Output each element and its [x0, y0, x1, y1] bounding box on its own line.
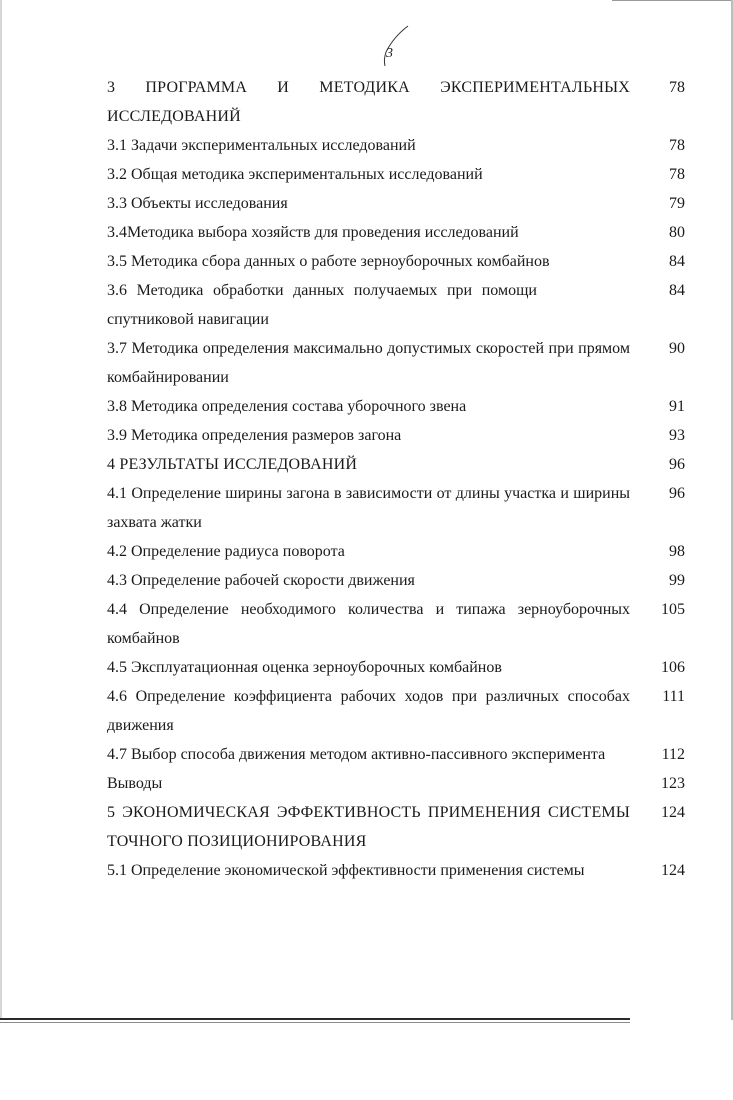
toc-entry-title: 3.4Методика выбора хозяйств для проведения исследований [107, 224, 519, 241]
toc-entry-page: 99 [669, 572, 685, 589]
toc-entry-title: 3.1 Задачи экспериментальных исследований [107, 137, 416, 154]
toc-entry-page: 106 [661, 659, 685, 676]
toc-entry-title: 3.8 Методика определения состава уборочного звена [107, 398, 467, 415]
toc-entry-title: 3.9 Методика определения размеров загона [107, 427, 402, 444]
toc-entry-page: 79 [669, 195, 685, 212]
toc-entry [107, 131, 687, 160]
toc-entry-page: 80 [669, 224, 685, 241]
toc-entry-page: 78 [669, 166, 685, 183]
toc-entry [107, 189, 687, 218]
toc-entry-page: 90 [669, 340, 685, 357]
toc-entry [107, 334, 687, 392]
toc-entry-title: 4.5 Эксплуатационная оценка зерноуборочных комбайнов [107, 659, 502, 676]
toc-entry-page: 93 [669, 427, 685, 444]
toc-entry [107, 218, 687, 247]
toc-entry [107, 479, 687, 537]
toc-entry [107, 392, 687, 421]
toc-entry-title: 3.5 Методика сбора данных о работе зерноуборочных комбайнов [107, 253, 550, 270]
toc-entry [107, 73, 687, 131]
toc-entry-title: 3.7 Методика определения максимально допустимых скоростей при прямом комбайнировании [107, 340, 630, 386]
toc-entry [107, 566, 687, 595]
toc-entry-title: 4.3 Определение рабочей скорости движения [107, 572, 415, 589]
toc-entry-page: 123 [661, 775, 685, 792]
scan-edge-top [612, 0, 733, 1]
toc-entry-title: 4.2 Определение радиуса поворота [107, 543, 345, 560]
toc-entry [107, 856, 687, 885]
toc-entry-page: 96 [669, 485, 685, 502]
toc-entry [107, 798, 687, 856]
toc-entry-title: 4.1 Определение ширины загона в зависимости от длины участка и ширины захвата жатки [107, 485, 630, 531]
table-of-contents [107, 73, 687, 885]
toc-entry [107, 682, 687, 740]
toc-entry [107, 421, 687, 450]
toc-entry [107, 653, 687, 682]
scan-edge-bottom-thin [0, 1022, 630, 1023]
page-number-text: 3 [386, 46, 393, 61]
toc-entry [107, 595, 687, 653]
toc-entry-title: 4 РЕЗУЛЬТАТЫ ИССЛЕДОВАНИЙ [107, 456, 358, 473]
toc-entry-title-text: 3 ПРОГРАММА И МЕТОДИКА ЭКСПЕРИМЕНТАЛЬНЫХ ИССЛЕДОВАНИЙ [107, 79, 630, 125]
toc-entry-title: 3.2 Общая методика экспериментальных исследований [107, 166, 483, 183]
toc-entry-title: 4.6 Определение коэффициента рабочих ходов при различных способах движения [107, 688, 630, 734]
toc-entry [107, 769, 687, 798]
toc-entry-page: 96 [669, 456, 685, 473]
toc-entry-page: 78 [669, 137, 685, 154]
toc-entry [107, 247, 687, 276]
toc-entry-title: 3.3 Объекты исследования [107, 195, 288, 212]
toc-entry [107, 537, 687, 566]
toc-entry-page: 111 [662, 688, 685, 705]
toc-entry [107, 276, 687, 334]
toc-entry-page: 84 [669, 253, 685, 270]
toc-entry-title: 5 ЭКОНОМИЧЕСКАЯ ЭФФЕКТИВНОСТЬ ПРИМЕНЕНИЯ СИСТЕМЫ ТОЧНОГО ПОЗИЦИОНИРОВАНИЯ [107, 804, 630, 850]
toc-entry-title: 5.1 Определение экономической эффективности применения системы [107, 862, 585, 879]
toc-entry-page: 84 [669, 282, 685, 299]
toc-entry [107, 160, 687, 189]
page-number [372, 24, 412, 72]
scan-edge-left [0, 0, 2, 1020]
toc-entry [107, 450, 687, 479]
toc-entry [107, 740, 687, 769]
toc-entry-page: 91 [669, 398, 685, 415]
toc-entry-page: 112 [661, 746, 685, 763]
toc-entry-page: 124 [661, 862, 685, 879]
toc-entry-title: 4.4 Определение необходимого количества и типажа зерноуборочных комбайнов [107, 601, 630, 647]
scan-edge-bottom [0, 1018, 630, 1020]
toc-entry-page: 105 [661, 601, 685, 618]
toc-entry-page: 124 [661, 804, 685, 821]
toc-entry-title [107, 73, 630, 131]
toc-entry-page: 78 [669, 79, 685, 96]
toc-entry-page: 98 [669, 543, 685, 560]
toc-entry-title: 3.6 Методика обработки данных получаемых при помощи спутниковой навигации [107, 282, 537, 328]
toc-entry-title: Выводы [107, 775, 163, 792]
toc-entry-title: 4.7 Выбор способа движения методом активно-пассивного эксперимента [107, 746, 606, 763]
